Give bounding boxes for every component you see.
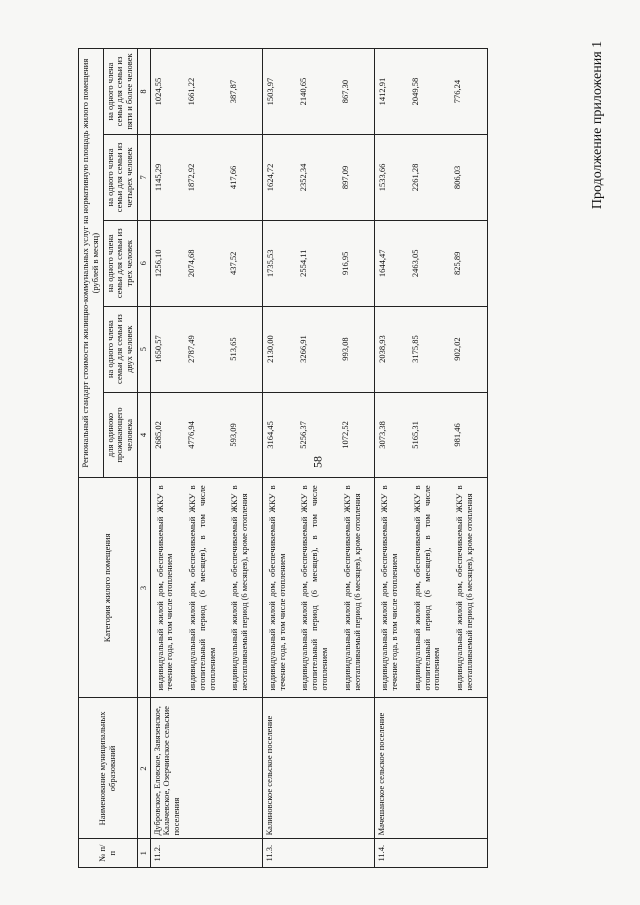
cost-value: 2685,02 <box>152 421 163 449</box>
cost-value: 1024,55 <box>152 77 163 106</box>
value-cell <box>262 392 374 478</box>
column-index: 5 <box>137 306 150 392</box>
value-cell <box>375 392 487 478</box>
table-row <box>375 49 487 868</box>
cost-value: 2038,93 <box>377 335 388 363</box>
value-cell <box>150 134 262 220</box>
cost-value: 1650,57 <box>152 335 163 363</box>
value-cell <box>150 49 262 135</box>
value-cell <box>375 49 487 135</box>
value-cell <box>150 220 262 306</box>
cost-value: 2463,05 <box>410 249 421 278</box>
cost-value: 2352,34 <box>297 163 308 192</box>
cost-value: 5165,31 <box>410 421 421 449</box>
rotated-table-container <box>78 48 578 868</box>
cost-value: 1412,91 <box>377 77 388 106</box>
header-sub-3: на одного члена семьи для семьи из трех человек <box>103 220 137 306</box>
cost-value: 981,46 <box>452 423 463 447</box>
housing-category: индивидуальный жилой дом, обеспечиваемый ЖКУ в течение года, в том числе отоплением <box>266 485 287 691</box>
cost-value: 1145,29 <box>152 163 163 192</box>
column-index: 6 <box>137 220 150 306</box>
category-cell <box>150 478 262 698</box>
cost-value: 5256,37 <box>297 421 308 449</box>
municipality-name: Дубровское, Еловское, Завязенское, Калачевское, Озерчинское сельские поселения <box>150 698 262 839</box>
cost-value: 825,89 <box>452 251 463 275</box>
housing-category: индивидуальный жилой дом, обеспечиваемый ЖКУ в отопительный период (6 месяцев), в том числе отоплением <box>411 485 442 691</box>
row-number: 11.2. <box>150 839 262 868</box>
column-index: 3 <box>137 478 150 698</box>
table-row <box>150 49 262 868</box>
cost-value: 3164,45 <box>264 421 275 449</box>
header-sub-1: для одиноко проживающего человека <box>103 392 137 478</box>
housing-category: индивидуальный жилой дом, обеспечиваемый ЖКУ в неотапливаемый период (6 месяцев), кроме отопления <box>229 485 250 691</box>
cost-value: 2787,49 <box>185 335 196 363</box>
cost-value: 1533,66 <box>377 163 388 192</box>
header-sub-2: на одного члена семьи для семьи из двух человек <box>103 306 137 392</box>
cost-value: 1624,72 <box>264 163 275 192</box>
column-index: 2 <box>137 698 150 839</box>
cost-value: 867,30 <box>339 79 350 104</box>
cost-value: 1872,92 <box>185 163 196 192</box>
housing-category: индивидуальный жилой дом, обеспечиваемый ЖКУ в неотапливаемый период (6 месяцев), кроме отопления <box>341 485 362 691</box>
cost-value: 806,03 <box>452 165 463 190</box>
cost-value: 2140,65 <box>297 77 308 106</box>
header-group-title: Региональный стандарт стоимости жилищно-коммунальных услуг на нормативную площадь жилого помещения (рублей в месяц) <box>79 49 104 478</box>
municipality-name: Калиновское сельское поселение <box>262 698 374 839</box>
housing-category: индивидуальный жилой дом, обеспечиваемый ЖКУ в отопительный период (6 месяцев), в том числе отоплением <box>299 485 330 691</box>
value-cell <box>262 134 374 220</box>
header-sub-4: на одного члена семьи для семьи из четырех человек <box>103 134 137 220</box>
header-name: Наименование муниципальных образований <box>79 698 138 839</box>
cost-value: 2261,28 <box>410 163 421 192</box>
value-cell <box>262 49 374 135</box>
cost-value: 417,66 <box>227 165 238 190</box>
value-cell <box>262 306 374 392</box>
cost-value: 1503,97 <box>264 77 275 106</box>
value-cell <box>262 220 374 306</box>
cost-value: 897,09 <box>339 165 350 190</box>
category-cell <box>375 478 487 698</box>
header-num: № п/п <box>79 839 138 868</box>
value-cell <box>375 134 487 220</box>
cost-value: 916,95 <box>339 251 350 275</box>
cost-value: 2074,68 <box>185 249 196 278</box>
cost-value: 437,52 <box>227 251 238 275</box>
page-number: 58 <box>310 456 325 468</box>
housing-category: индивидуальный жилой дом, обеспечиваемый ЖКУ в отопительный период (6 месяцев), в том числе отоплением <box>187 485 217 691</box>
cost-value: 3175,85 <box>410 335 421 363</box>
cost-value: 1256,10 <box>152 249 163 278</box>
cost-value: 2130,00 <box>264 335 275 363</box>
cost-value: 776,24 <box>452 79 463 104</box>
value-cell <box>375 306 487 392</box>
housing-category: индивидуальный жилой дом, обеспечиваемый ЖКУ в неотапливаемый период (6 месяцев), кроме отопления <box>454 485 474 691</box>
cost-value: 1072,52 <box>339 421 350 449</box>
column-index: 8 <box>137 49 150 135</box>
value-cell <box>150 306 262 392</box>
header-sub-5: на одного члена семьи для семьи из пяти и более человек <box>103 49 137 135</box>
column-index: 4 <box>137 392 150 478</box>
cost-value: 3073,38 <box>377 421 388 449</box>
row-number: 11.4. <box>375 839 487 868</box>
column-index: 7 <box>137 134 150 220</box>
value-cell <box>150 392 262 478</box>
cost-value: 2049,58 <box>410 77 421 106</box>
cost-value: 2554,11 <box>297 249 308 277</box>
value-cell <box>375 220 487 306</box>
column-index: 1 <box>137 839 150 868</box>
housing-category: индивидуальный жилой дом, обеспечиваемый ЖКУ в течение года, в том числе отоплением <box>379 485 400 691</box>
cost-value: 902,02 <box>452 337 463 361</box>
cost-value: 387,87 <box>227 79 238 104</box>
header-category: Категория жилого помещения <box>79 478 138 698</box>
table-row <box>262 49 374 868</box>
category-cell <box>262 478 374 698</box>
cost-value: 993,08 <box>339 337 350 361</box>
cost-value: 1661,22 <box>185 77 196 106</box>
municipality-name: Мачешанское сельское поселение <box>375 698 487 839</box>
housing-category: индивидуальный жилой дом, обеспечиваемый ЖКУ в течение года, в том числе отоплением <box>154 485 175 691</box>
tariff-table <box>78 48 488 868</box>
cost-value: 513,65 <box>227 337 238 361</box>
row-number: 11.3. <box>262 839 374 868</box>
cost-value: 3266,91 <box>297 335 308 363</box>
cost-value: 4776,94 <box>185 421 196 449</box>
continuation-note: Продолжение приложения 1 <box>590 40 605 210</box>
cost-value: 1735,53 <box>264 249 275 278</box>
cost-value: 593,09 <box>227 423 238 447</box>
cost-value: 1644,47 <box>377 249 388 278</box>
